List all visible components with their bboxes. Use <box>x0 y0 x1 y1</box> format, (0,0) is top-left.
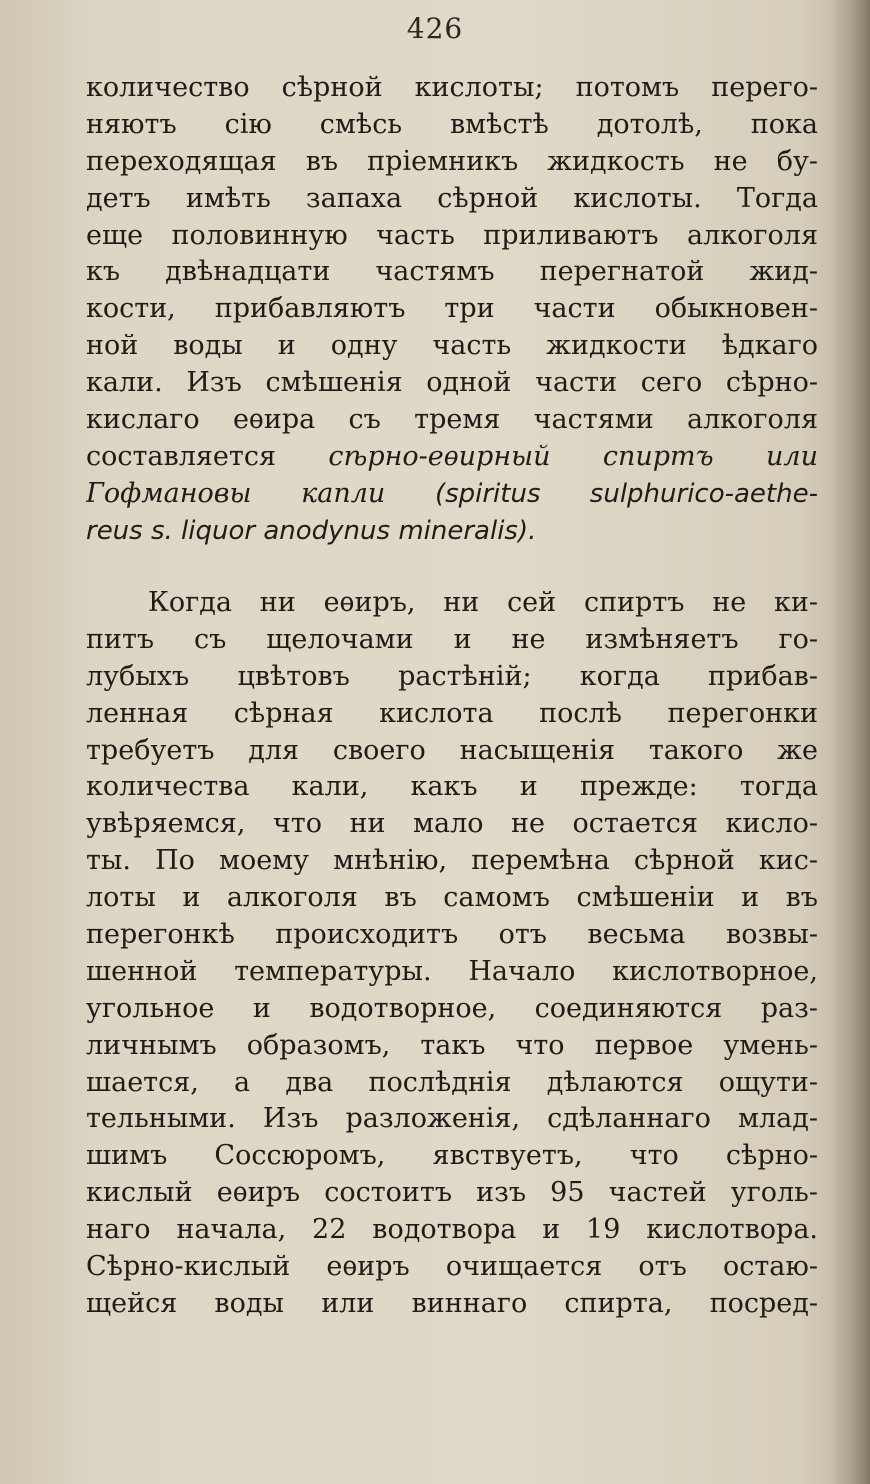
text-line: увѣряемся, что ни мало не остается кисло- <box>86 808 818 840</box>
latin-term: (spiritus sulphurico-aethe- <box>434 478 818 509</box>
text-line: кислый eѳиръ состоитъ изъ 95 частей уголь- <box>86 1177 818 1209</box>
text-line: шается, а два послѣднія дѣлаются ощути- <box>86 1066 818 1098</box>
text-line: лоты и алкоголя въ самомъ смѣшеніи и въ <box>86 882 818 914</box>
paragraph-1 <box>86 70 818 550</box>
text-line: Сѣрно-кислый eѳиръ очищается отъ остаю- <box>86 1251 818 1283</box>
text-line: еще половинную часть приливаютъ алкоголя <box>86 219 818 251</box>
text-line: шимъ Соссюромъ, явствуетъ, что сѣрно- <box>86 1140 818 1172</box>
text-line: кислаго eѳира съ тремя частями алкоголя <box>86 404 818 436</box>
italic-term: Гофмановы капли <box>86 477 386 509</box>
text-line: угольное и водотворное, соединяются раз- <box>86 992 818 1024</box>
text-line <box>86 439 818 476</box>
text-line: ной воды и одну часть жидкости ѣдкаго <box>86 330 818 362</box>
text-line: наго начала, 22 водотвора и 19 кислотвора. <box>86 1214 818 1246</box>
text-line <box>86 513 818 550</box>
text-line: количество сѣрной кислоты; потомъ перего- <box>86 72 818 103</box>
paragraph-2 <box>86 585 818 1323</box>
text-line: шенной температуры. Начало кислотворное, <box>86 955 818 987</box>
text-line: кали. Изъ смѣшенія одной части сего сѣрно- <box>86 367 818 399</box>
text-line: количества кали, какъ и прежде: тогда <box>86 771 818 803</box>
text-line: Когда ни eѳиръ, ни сей спиртъ не ки- <box>148 587 818 618</box>
text-line: ленная сѣрная кислота послѣ перегонки <box>86 697 818 729</box>
latin-term: reus s. liquor anodynus mineralis). <box>86 515 537 546</box>
text-run: составляется <box>86 440 329 472</box>
text-line: личнымъ образомъ, такъ что первое умень- <box>86 1029 818 1061</box>
text-line: тельными. Изъ разложенія, сдѣланнаго млад- <box>86 1103 818 1135</box>
text-line: няютъ сію смѣсь вмѣстѣ дотолѣ, пока <box>86 108 818 140</box>
italic-term: сѣрно-еѳирный спиртъ или <box>328 440 818 472</box>
text-line: лубыхъ цвѣтовъ растѣній; когда прибав- <box>86 660 818 692</box>
text-line: перегонкѣ происходитъ отъ весьма возвы- <box>86 919 818 951</box>
text-line: детъ имѣть запаха сѣрной кислоты. Тогда <box>86 182 818 214</box>
text-line: требуетъ для своего насыщенія такого же <box>86 734 818 766</box>
page-number: 426 <box>406 12 464 45</box>
text-line: питъ съ щелочами и не измѣняетъ го- <box>86 623 818 655</box>
text-line: щейся воды или виннаго спирта, посред- <box>86 1287 818 1319</box>
text-line: кости, прибавляютъ три части обыкновен- <box>86 293 818 325</box>
text-line <box>86 476 818 513</box>
text-line: ты. По моему мнѣнію, перемѣна сѣрной кис- <box>86 845 818 877</box>
text-line: къ двѣнадцати частямъ перегнатой жид- <box>86 256 818 288</box>
text-line: переходящая въ пріемникъ жидкость не бу- <box>86 145 818 177</box>
page-edge-shadow <box>830 0 870 1484</box>
